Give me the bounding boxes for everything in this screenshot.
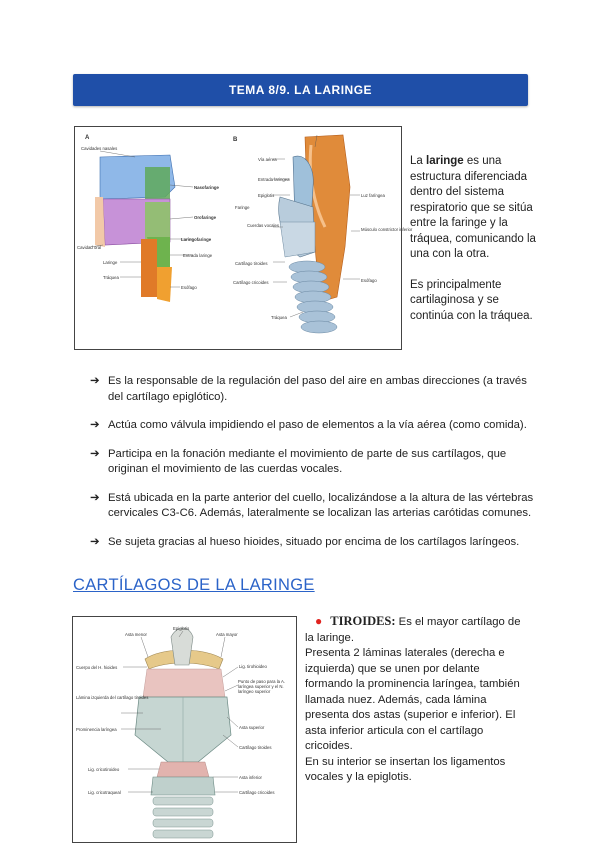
tiroides-heading: TIROIDES: <box>330 614 396 628</box>
label-cartilago-cricoides: Cartílago cricoides <box>233 280 269 285</box>
label-epiglotis-2: Epiglotis <box>173 626 190 631</box>
section-title-cartilagos: CARTÍLAGOS DE LA LARINGE <box>73 576 315 594</box>
label-faringe: Faringe <box>235 205 250 210</box>
intro-text <box>410 154 540 339</box>
tiroides-heading-line: ● TIROIDES: Es el mayor cartílago de la laringe. <box>305 614 521 644</box>
arrow-icon: ➔ <box>90 447 100 460</box>
label-entrada-laringea: Entrada laringea <box>258 177 290 182</box>
label-epiglotis: Epiglotis <box>258 193 275 198</box>
label-asta-superior: Asta superior <box>239 725 265 730</box>
label-laringofaringe: Laringofaringe <box>181 237 212 242</box>
label-traquea-a: Tráquea <box>103 275 119 280</box>
label-punto-de-paso: Punto de paso para la A. laríngea superior y el N. laríngeo superior <box>238 679 286 694</box>
function-list <box>90 374 540 563</box>
larynx-anatomy-illustration <box>75 127 413 349</box>
arrow-icon: ➔ <box>90 491 100 504</box>
panel-b-label: B <box>233 137 238 143</box>
laryngeal-cartilages-figure <box>72 616 297 843</box>
label-nasofaringe: Nasofaringe <box>194 185 219 190</box>
label-cuerpo-hioides: Cuerpo del H. hioides <box>76 665 118 670</box>
tiroides-body-2: En su interior se insertan los ligamentos vocales y la epiglotis. <box>305 755 506 783</box>
label-musculo-constrictor: Músculo constrictor inferior <box>361 227 413 232</box>
bullet-dot-icon: ● <box>315 614 323 628</box>
arrow-icon: ➔ <box>90 375 100 387</box>
list-item: ➔ Se sujeta gracias al hueso hioides, situado por encima de los cartílagos laríngeos. <box>90 535 540 551</box>
label-via-aerea: Vía aérea <box>258 157 277 162</box>
label-orofaringe: Orofaringe <box>194 215 216 220</box>
panel-a-label: A <box>85 135 90 141</box>
list-item: ➔ Actúa como válvula impidiendo el paso de elementos a la vía aérea (como comida). <box>90 418 540 434</box>
label-lig-cricotiroideo: Lig. cricotiroideo <box>88 767 120 772</box>
label-lamina-izquierda: Lámina izquierda del cartílago tiroides <box>76 695 149 700</box>
label-prominencia-laringea: Prominencia laríngea <box>76 727 117 732</box>
label-cartilago-tiroides-2: Cartílago tiroides <box>239 745 272 750</box>
label-lig-cricotraqueal: Lig. cricotraqueal <box>88 790 121 795</box>
laringe-term: laringe <box>426 155 464 167</box>
label-cartilago-cricoides-2: Cartílago cricoides <box>239 790 275 795</box>
label-cavidades-nasales: Cavidades nasales <box>81 146 118 151</box>
arrow-icon: ➔ <box>90 535 100 548</box>
intro-paragraph-2: Es principalmente cartilaginosa y se continúa con la tráquea. <box>410 278 533 322</box>
label-cavidad-oral: Cavidad oral <box>77 245 102 250</box>
list-item: ➔ Es la responsable de la regulación del paso del aire en ambas direcciones (a través del cartílago epiglótico). <box>90 375 527 403</box>
label-entrada-laringe: Entrada laringe <box>183 253 213 258</box>
cartilages-illustration <box>73 617 296 842</box>
larynx-location-figure <box>74 126 413 350</box>
label-asta-mayor: Asta mayor <box>216 632 238 637</box>
label-traquea-b: Tráquea <box>271 315 287 320</box>
tiroides-body: Presenta 2 láminas laterales (derecha e izquierda) que se unen por delante formando la prominencia laríngea, también llamada nuez. Además, cada lámina presenta dos astas (superior e inferior). El asta inferior articula con el cartílago cricoides. <box>305 647 520 752</box>
label-lig-tirohioideo: Lig. tirohioideo <box>239 664 267 669</box>
arrow-icon: ➔ <box>90 419 100 431</box>
page-title: TEMA 8/9. LA LARINGE <box>228 83 373 97</box>
list-item: ➔ Participa en la fonación mediante el movimiento de parte de sus cartílagos, que originan el movimiento de las cuerdas vocales. <box>90 447 507 475</box>
label-esofago-a: Esófago <box>181 285 197 290</box>
label-asta-menor: Asta menor <box>125 632 147 637</box>
list-item: ➔ Está ubicada en la parte anterior del cuello, localizándose a la altura de las vértebras cervicales C3-C6. Además, lateralmente se localizan las arterias carótidas comunes. <box>90 491 534 519</box>
label-asta-inferior: Asta inferior <box>239 775 262 780</box>
tiroides-description <box>305 614 527 786</box>
label-cartilago-tiroides: Cartílago tiroides <box>235 261 268 266</box>
intro-paragraph-1: La laringe es una estructura diferenciada dentro del sistema respiratorio que se sitúa entre la faringe y la tráquea, comunicando la una con la otra. <box>410 155 536 260</box>
label-luz-faringea: Luz faríngea <box>361 193 385 198</box>
label-laringe: Laringe <box>103 260 118 265</box>
label-cuerdas-vocales: Cuerdas vocales <box>247 223 280 228</box>
title-banner <box>73 74 528 106</box>
label-esofago-b: Esófago <box>361 278 377 283</box>
